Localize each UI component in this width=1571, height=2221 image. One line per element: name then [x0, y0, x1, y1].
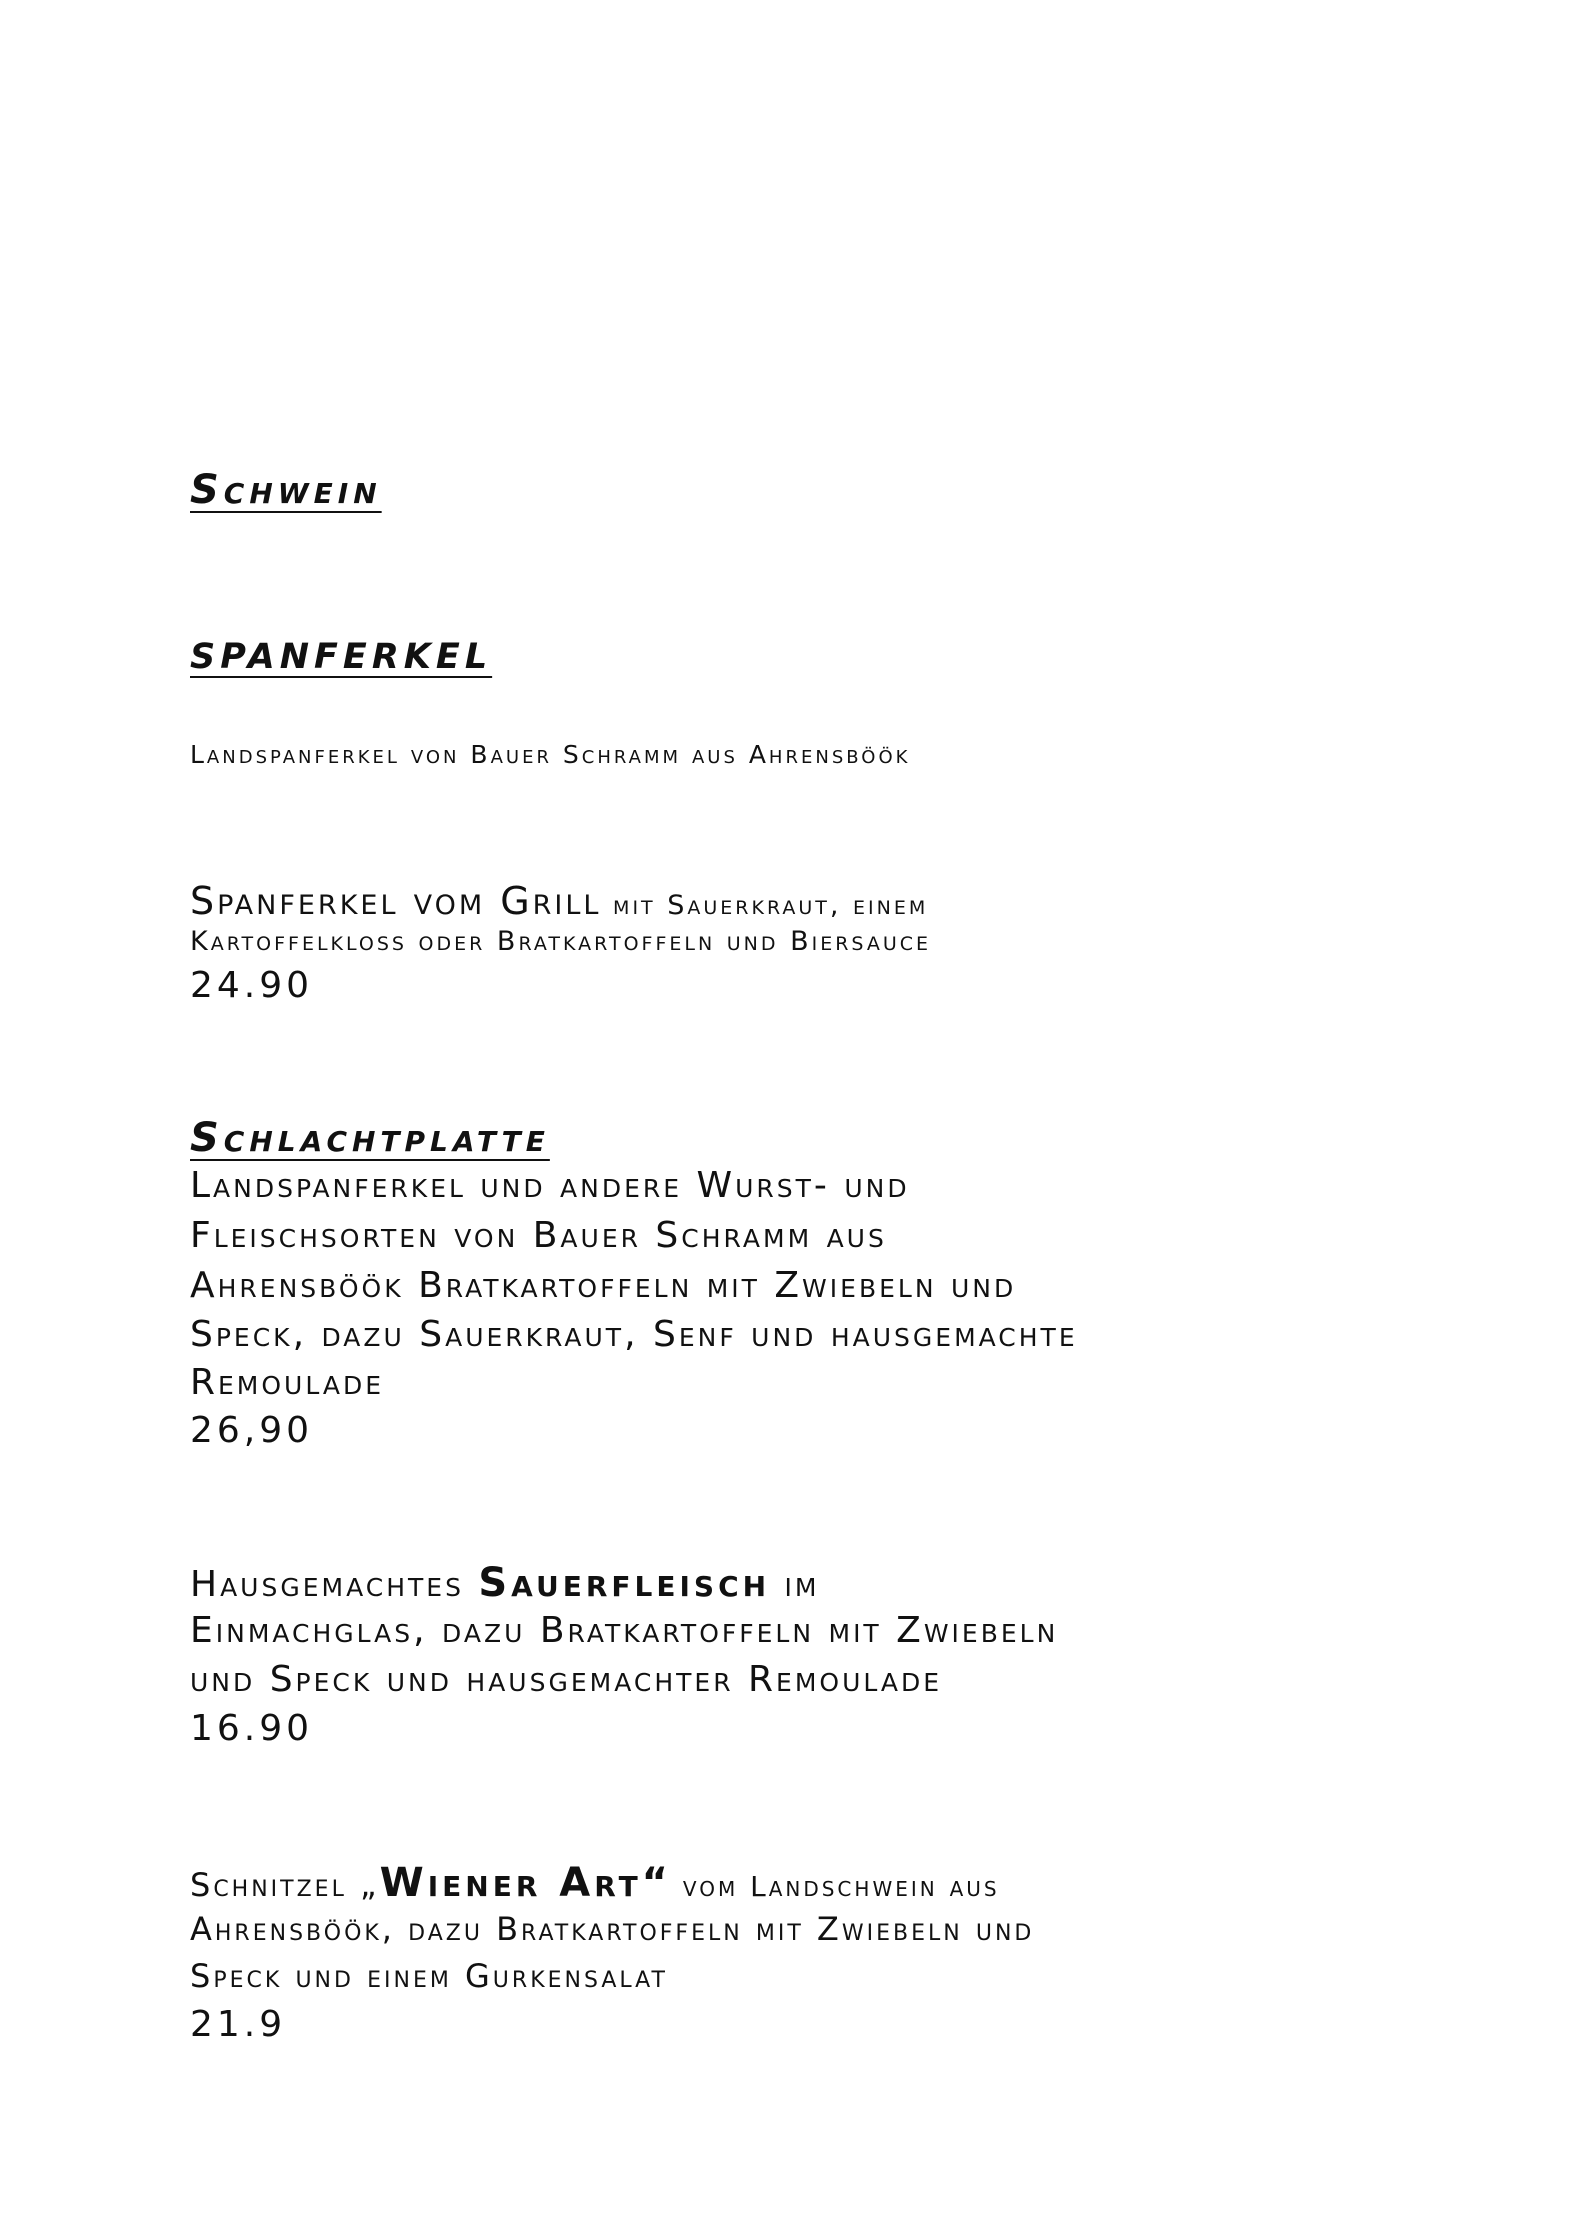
- schnitzel-price: 21.9: [190, 2004, 287, 2045]
- schlachtplatte-price: 26,90: [190, 1410, 314, 1451]
- schnitzel-name: Wiener Art: [379, 1860, 642, 1906]
- schnitzel-line-2: Ahrensböök, dazu Bratkartoffeln mit Zwiebeln und: [190, 1910, 1035, 1948]
- sauerfleisch-price: 16.90: [190, 1708, 314, 1749]
- sauerfleisch-line-1: [190, 1560, 820, 1606]
- schlachtplatte-heading: Schlachtplatte: [190, 1115, 550, 1161]
- sauerfleisch-line-3: und Speck und hausgemachter Remoulade: [190, 1659, 943, 1700]
- spanferkel-intro: Landspanferkel von Bauer Schramm aus Ahrensböök: [190, 740, 911, 769]
- spanferkel-item-desc-2: Kartoffelkloss oder Bratkartoffeln und Biersauce: [190, 926, 932, 957]
- spanferkel-heading: SPANFERKEL: [190, 637, 493, 677]
- spanferkel-item-line-1: [190, 879, 929, 923]
- schlachtplatte-line-1: Landspanferkel und andere Wurst- und: [190, 1165, 910, 1206]
- schnitzel-line-1: [190, 1860, 1000, 1906]
- schlachtplatte-line-5: Remoulade: [190, 1362, 385, 1403]
- sauerfleisch-name: Sauerfleisch: [478, 1560, 771, 1606]
- spanferkel-price: 24.90: [190, 965, 314, 1006]
- schnitzel-suffix: vom Landschwein aus: [670, 1870, 1000, 1903]
- sauerfleisch-suffix: im: [770, 1564, 820, 1605]
- schnitzel-line-3: Speck und einem Gurkensalat: [190, 1957, 668, 1995]
- spanferkel-item-desc-1: mit Sauerkraut, einem: [601, 890, 929, 921]
- schnitzel-prefix: Schnitzel „: [190, 1866, 380, 1904]
- sauerfleisch-prefix: Hausgemachtes: [190, 1564, 479, 1605]
- schlachtplatte-line-4: Speck, dazu Sauerkraut, Senf und hausgemachte: [190, 1314, 1078, 1355]
- schlachtplatte-line-3: Ahrensböök Bratkartoffeln mit Zwiebeln und: [190, 1265, 1017, 1306]
- schlachtplatte-line-2: Fleischsorten von Bauer Schramm aus: [190, 1215, 887, 1256]
- sauerfleisch-line-2: Einmachglas, dazu Bratkartoffeln mit Zwiebeln: [190, 1610, 1059, 1651]
- spanferkel-item-name: Spanferkel vom Grill: [190, 879, 602, 923]
- schnitzel-close-quote: “: [641, 1860, 671, 1906]
- section-title: Schwein: [190, 467, 382, 513]
